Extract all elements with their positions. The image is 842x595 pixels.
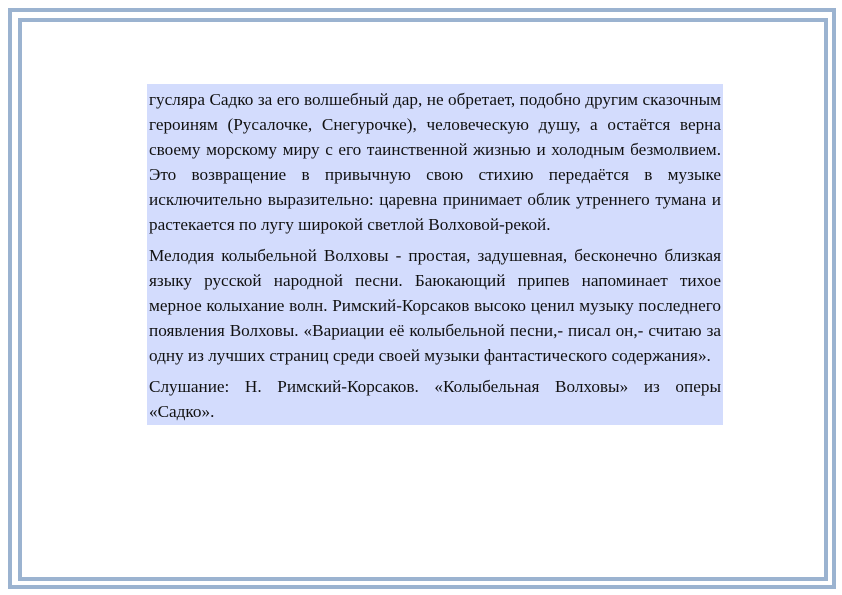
paragraph-3: Слушание: Н. Римский-Корсаков. «Колыбельная Волховы» из оперы «Садко».	[149, 377, 721, 422]
paragraph-1: гусляра Садко за его волшебный дар, не обретает, подобно другим сказочным героиням (Русалочке, Снегурочке), человеческую душу, а остаётся верна своему морскому миру с его таинственной жизнью и холодным безмолвием. Это возвращение в привычную свою стихию передаётся в музыке исключительно выразительно: царевна принимает облик утреннего тумана и растекается по лугу широкой светлой Волховой-рекой.	[149, 90, 721, 235]
paragraph-2: Мелодия колыбельной Волховы - простая, задушевная, бесконечно близкая языку русской народной песни. Баюкающий припев напоминает тихое мерное колыхание волн. Римский-Корсаков высоко ценил музыку последнего появления Волховы. «Вариации её колыбельной песни,- писал он,- считаю за одну из лучших страниц среди своей музыки фантастического содержания».	[149, 246, 721, 366]
text-block	[147, 84, 723, 425]
